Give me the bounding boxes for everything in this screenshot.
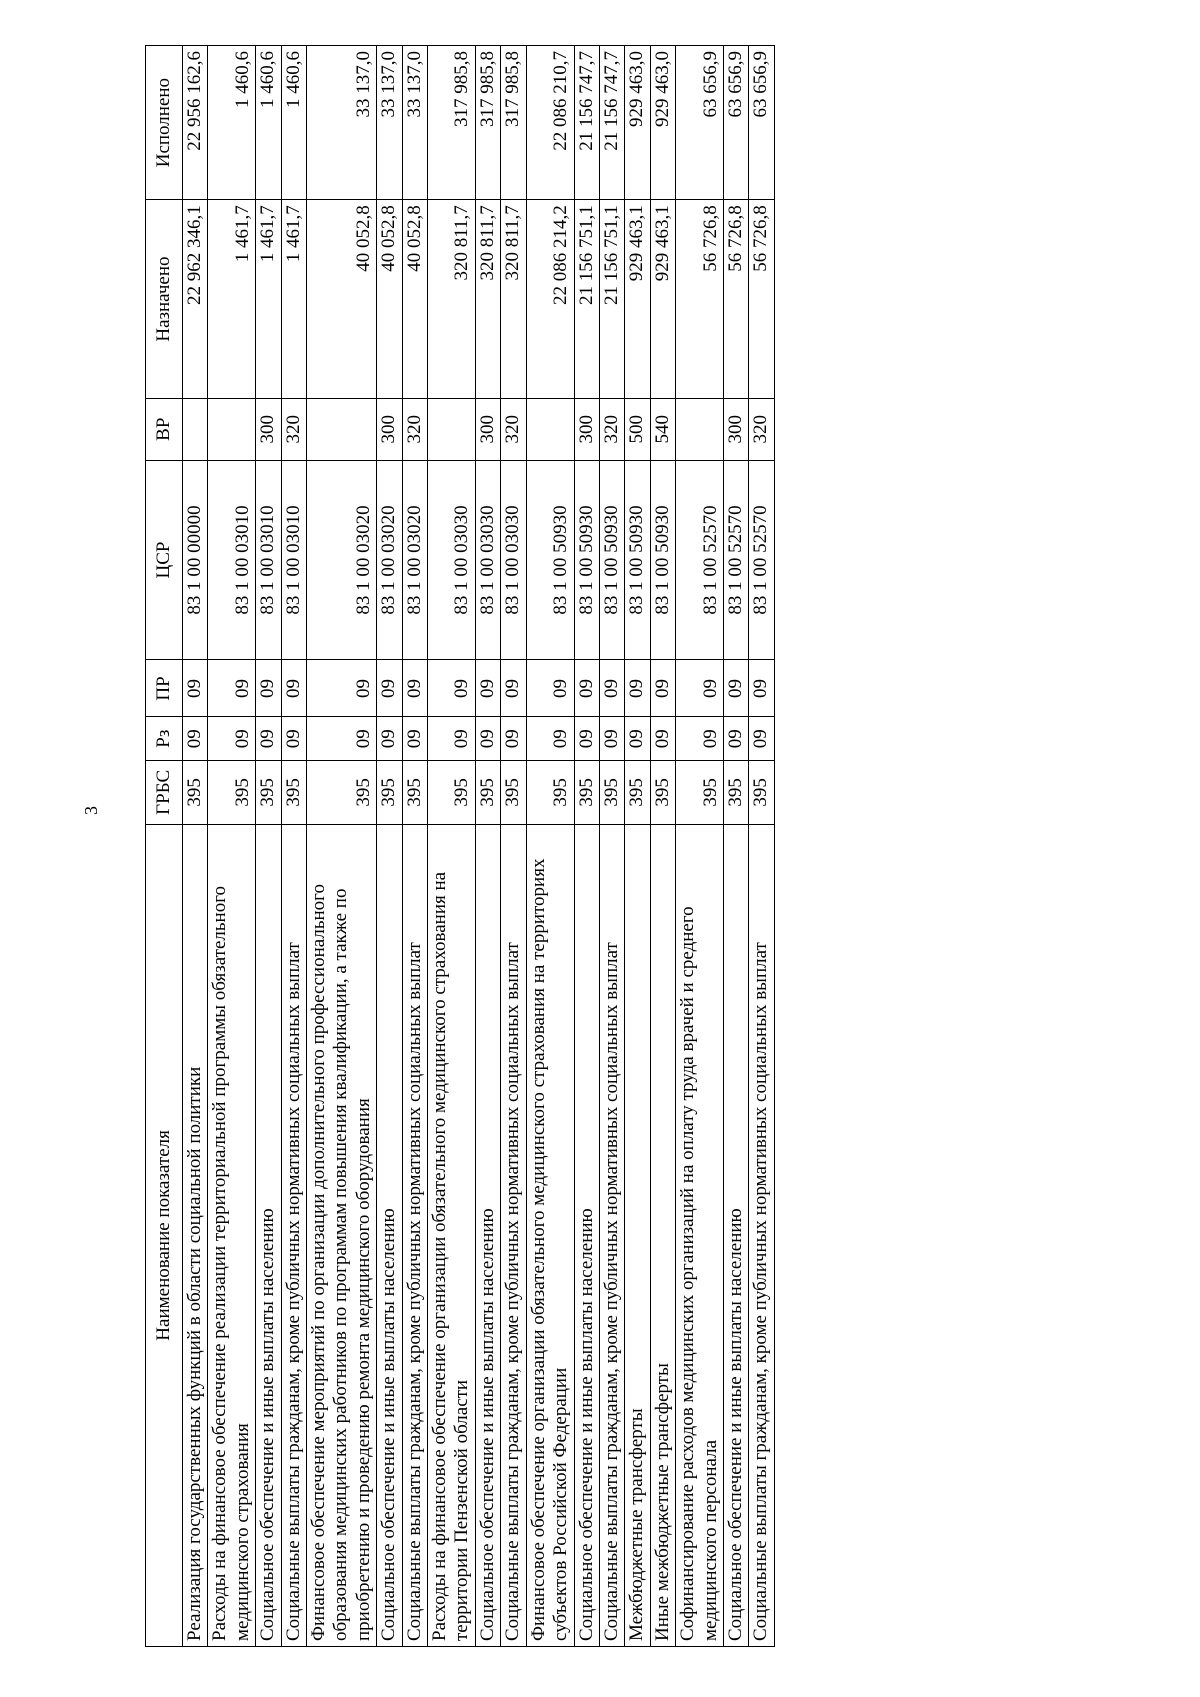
header-vr: ВР [146,398,183,460]
cell-isp: 929 463,0 [650,46,675,200]
cell-isp: 22 086 210,7 [526,46,574,200]
cell-grbs: 395 [676,760,724,824]
cell-pr: 09 [749,660,774,717]
cell-vr: 300 [377,398,402,460]
table-row [749,46,774,1647]
cell-grbs: 395 [526,760,574,824]
cell-pr: 09 [625,660,650,717]
cell-vr [183,398,208,460]
table-row [307,46,377,1647]
cell-grbs: 395 [402,760,427,824]
table-row [428,46,476,1647]
cell-name: Межбюджетные трансферты [625,824,650,1646]
cell-name: Расходы на финансовое обеспечение организации обязательного медицинского страхования на территории Пензенской области [428,824,476,1646]
cell-nazn: 1 461,7 [256,200,281,399]
cell-csr: 83 1 00 52570 [676,460,724,660]
header-rz: Рз [146,717,183,760]
cell-rz: 09 [599,717,624,760]
cell-grbs: 395 [208,760,256,824]
cell-nazn: 21 156 751,1 [599,200,624,399]
budget-table [145,45,775,1647]
cell-grbs: 395 [281,760,306,824]
cell-vr: 320 [281,398,306,460]
cell-name: Социальные выплаты гражданам, кроме публичных нормативных социальных выплат [501,824,526,1646]
cell-pr: 09 [183,660,208,717]
cell-nazn: 56 726,8 [676,200,724,399]
cell-vr [208,398,256,460]
cell-name: Иные межбюджетные трансферты [650,824,675,1646]
header-pr: ПР [146,660,183,717]
cell-rz: 09 [428,717,476,760]
cell-rz: 09 [475,717,500,760]
cell-csr: 83 1 00 00000 [183,460,208,660]
cell-isp: 1 460,6 [256,46,281,200]
cell-nazn: 40 052,8 [402,200,427,399]
cell-csr: 83 1 00 52570 [749,460,774,660]
cell-grbs: 395 [574,760,599,824]
header-row [146,46,183,1647]
table-row [723,46,748,1647]
cell-vr: 320 [749,398,774,460]
table-body [183,46,775,1647]
cell-rz: 09 [402,717,427,760]
cell-pr: 09 [723,660,748,717]
cell-csr: 83 1 00 03020 [377,460,402,660]
table-row [574,46,599,1647]
cell-nazn: 320 811,7 [475,200,500,399]
cell-name: Социальные выплаты гражданам, кроме публичных нормативных социальных выплат [599,824,624,1646]
cell-name: Финансовое обеспечение мероприятий по организации дополнительного профессионального образования медицинских работников по программам повышения квалификации, а также по приобретению и проведению ремонта медицинского оборудования [307,824,377,1646]
cell-csr: 83 1 00 50930 [625,460,650,660]
cell-csr: 83 1 00 03010 [256,460,281,660]
cell-pr: 09 [501,660,526,717]
cell-csr: 83 1 00 50930 [650,460,675,660]
cell-grbs: 395 [307,760,377,824]
cell-isp: 21 156 747,7 [574,46,599,200]
header-grbs: ГРБС [146,760,183,824]
cell-isp: 1 460,6 [208,46,256,200]
cell-isp: 21 156 747,7 [599,46,624,200]
cell-vr: 300 [256,398,281,460]
cell-rz: 09 [625,717,650,760]
cell-csr: 83 1 00 50930 [526,460,574,660]
cell-vr [307,398,377,460]
cell-name: Финансовое обеспечение организации обязательного медицинского страхования на территориях субъектов Российской Федерации [526,824,574,1646]
cell-grbs: 395 [256,760,281,824]
cell-rz: 09 [281,717,306,760]
cell-rz: 09 [676,717,724,760]
cell-nazn: 929 463,1 [625,200,650,399]
cell-nazn: 320 811,7 [501,200,526,399]
table-row [402,46,427,1647]
cell-nazn: 22 086 214,2 [526,200,574,399]
table-row [650,46,675,1647]
cell-name: Социальные выплаты гражданам, кроме публичных нормативных социальных выплат [402,824,427,1646]
table-row [526,46,574,1647]
cell-vr: 540 [650,398,675,460]
cell-isp: 63 656,9 [676,46,724,200]
cell-grbs: 395 [599,760,624,824]
cell-isp: 929 463,0 [625,46,650,200]
cell-pr: 09 [208,660,256,717]
cell-grbs: 395 [377,760,402,824]
cell-name: Социальное обеспечение и иные выплаты населению [475,824,500,1646]
cell-csr: 83 1 00 03030 [475,460,500,660]
table-row [256,46,281,1647]
cell-rz: 09 [526,717,574,760]
cell-nazn: 22 962 346,1 [183,200,208,399]
cell-rz: 09 [574,717,599,760]
cell-nazn: 21 156 751,1 [574,200,599,399]
cell-pr: 09 [307,660,377,717]
cell-nazn: 929 463,1 [650,200,675,399]
cell-name: Реализация государственных функций в области социальной политики [183,824,208,1646]
cell-pr: 09 [475,660,500,717]
cell-vr [526,398,574,460]
cell-grbs: 395 [723,760,748,824]
cell-rz: 09 [723,717,748,760]
cell-isp: 63 656,9 [749,46,774,200]
cell-nazn: 1 461,7 [208,200,256,399]
cell-isp: 317 985,8 [501,46,526,200]
cell-rz: 09 [650,717,675,760]
table-row [377,46,402,1647]
cell-rz: 09 [307,717,377,760]
cell-vr: 500 [625,398,650,460]
cell-pr: 09 [599,660,624,717]
cell-isp: 33 137,0 [402,46,427,200]
table-row [599,46,624,1647]
cell-isp: 33 137,0 [307,46,377,200]
header-csr: ЦСР [146,460,183,660]
header-naznacheno: Назначено [146,200,183,399]
cell-vr: 320 [402,398,427,460]
cell-nazn: 40 052,8 [377,200,402,399]
cell-isp: 33 137,0 [377,46,402,200]
cell-vr: 300 [475,398,500,460]
cell-pr: 09 [526,660,574,717]
cell-csr: 83 1 00 03020 [402,460,427,660]
cell-pr: 09 [574,660,599,717]
cell-grbs: 395 [749,760,774,824]
cell-csr: 83 1 00 03030 [501,460,526,660]
cell-rz: 09 [183,717,208,760]
cell-grbs: 395 [475,760,500,824]
cell-vr: 300 [574,398,599,460]
rotated-table-container [145,45,1045,1647]
cell-isp: 1 460,6 [281,46,306,200]
cell-name: Социальное обеспечение и иные выплаты населению [377,824,402,1646]
cell-name: Социальное обеспечение и иные выплаты населению [723,824,748,1646]
cell-pr: 09 [377,660,402,717]
table-row [208,46,256,1647]
cell-name: Социальное обеспечение и иные выплаты населению [574,824,599,1646]
cell-csr: 83 1 00 03010 [208,460,256,660]
cell-name: Социальное обеспечение и иные выплаты населению [256,824,281,1646]
cell-pr: 09 [428,660,476,717]
cell-vr [428,398,476,460]
table-header [146,46,183,1647]
cell-csr: 83 1 00 50930 [574,460,599,660]
page-number: 3 [81,806,101,815]
table-row [475,46,500,1647]
cell-pr: 09 [281,660,306,717]
cell-grbs: 395 [183,760,208,824]
cell-rz: 09 [208,717,256,760]
cell-vr: 320 [501,398,526,460]
cell-nazn: 1 461,7 [281,200,306,399]
cell-isp: 22 956 162,6 [183,46,208,200]
cell-csr: 83 1 00 52570 [723,460,748,660]
cell-rz: 09 [377,717,402,760]
cell-name: Социальные выплаты гражданам, кроме публичных нормативных социальных выплат [749,824,774,1646]
cell-csr: 83 1 00 03010 [281,460,306,660]
cell-pr: 09 [650,660,675,717]
cell-pr: 09 [402,660,427,717]
cell-vr: 300 [723,398,748,460]
cell-nazn: 320 811,7 [428,200,476,399]
cell-nazn: 56 726,8 [749,200,774,399]
cell-rz: 09 [749,717,774,760]
cell-csr: 83 1 00 50930 [599,460,624,660]
header-name: Наименование показателя [146,824,183,1646]
cell-name: Расходы на финансовое обеспечение реализации территориальной программы обязательного медицинского страхования [208,824,256,1646]
cell-isp: 63 656,9 [723,46,748,200]
cell-rz: 09 [501,717,526,760]
cell-isp: 317 985,8 [428,46,476,200]
cell-rz: 09 [256,717,281,760]
cell-pr: 09 [256,660,281,717]
cell-name: Социальные выплаты гражданам, кроме публичных нормативных социальных выплат [281,824,306,1646]
cell-grbs: 395 [501,760,526,824]
cell-vr [676,398,724,460]
table-row [183,46,208,1647]
cell-grbs: 395 [428,760,476,824]
cell-nazn: 56 726,8 [723,200,748,399]
cell-vr: 320 [599,398,624,460]
cell-grbs: 395 [650,760,675,824]
table-row [676,46,724,1647]
cell-csr: 83 1 00 03020 [307,460,377,660]
cell-csr: 83 1 00 03030 [428,460,476,660]
table-row [625,46,650,1647]
cell-nazn: 40 052,8 [307,200,377,399]
cell-isp: 317 985,8 [475,46,500,200]
table-row [281,46,306,1647]
cell-pr: 09 [676,660,724,717]
cell-name: Софинансирование расходов медицинских организаций на оплату труда врачей и среднего медицинского персонала [676,824,724,1646]
cell-grbs: 395 [625,760,650,824]
header-ispolneno: Исполнено [146,46,183,200]
table-row [501,46,526,1647]
